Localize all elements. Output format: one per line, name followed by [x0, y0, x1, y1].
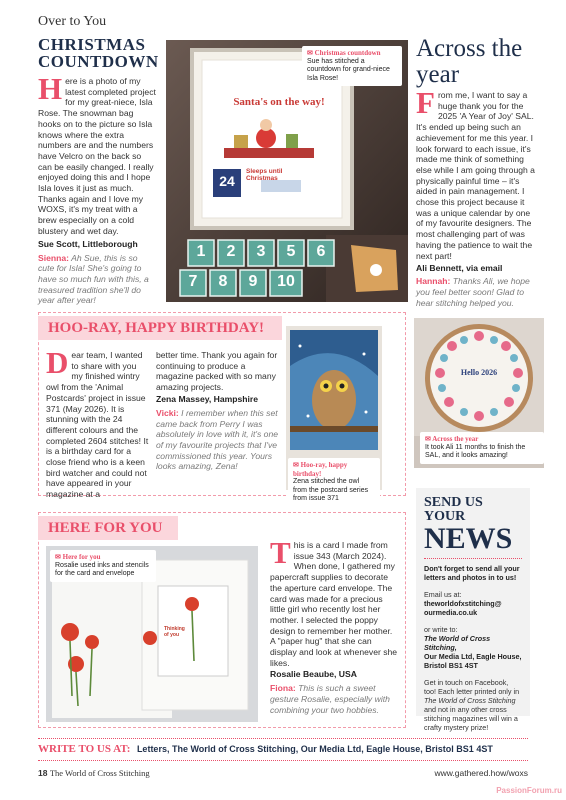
news-address-italic: The World of Cross Stitching, — [424, 634, 491, 652]
here-card-text: Thinking of you — [164, 626, 185, 638]
countdown-santa-text: Santa's on the way! — [233, 96, 325, 108]
birthday-reply-text: I remember when this set came back from Perry I was absolutely in love with it, it's one of my favourite projects that I've commissioned this year. Yours looks amazing, Zena! — [156, 407, 279, 472]
here-photo — [46, 546, 258, 722]
news-address: Our Media Ltd, Eagle House, Bristol BS1 4ST — [424, 652, 522, 670]
christmas-caption-text: Sue has stitched a countdown for grand-niece Isla Rose! — [307, 57, 390, 82]
across-photo — [414, 318, 544, 468]
countdown-tile: 10 — [277, 273, 295, 290]
birthday-caption-text: Zena stitched the owl from the postcard series from issue 371 — [293, 478, 369, 502]
countdown-tile: 3 — [256, 243, 266, 260]
birthday-letter-right — [156, 350, 280, 472]
news-facebook-italic: The World of Cross Stitching — [424, 696, 516, 705]
news-heading-small: SEND US YOUR — [424, 495, 483, 524]
footer-url[interactable]: www.gathered.how/woxs — [434, 768, 528, 778]
birthday-body-left: ear team, I wanted to share with you my finished wintry owl from the 'Animal Postcards' project in issue 371 (May 2026). It is stunning with the 24 different colours and the completed 2604 stitches! It is a birthday card for a close friend who is a keen bird watcher and could not have appeared in your magazine at a — [46, 350, 149, 500]
envelope-icon: ✉ — [55, 553, 61, 561]
across-photo-caption — [420, 432, 544, 464]
here-reply — [270, 683, 398, 715]
here-banner: HERE FOR YOU — [38, 516, 178, 540]
news-email[interactable]: theworldofxstitching@ ourmedia.co.uk — [424, 599, 502, 617]
birthday-dropcap: D — [46, 345, 69, 380]
christmas-reply-text: Ah Sue, this is so cute for Isla! She's going to have so much fun with this, a treasured tradition she'll do year after year! — [38, 252, 149, 306]
christmas-photo-caption — [302, 46, 402, 86]
across-reply-name: Hannah: — [416, 276, 451, 287]
christmas-photo — [166, 40, 408, 302]
across-heading: Across the year — [416, 35, 523, 88]
footer-write-label: WRITE TO US AT: — [38, 743, 131, 755]
countdown-sleeps-text: Sleeps until Christmas — [246, 168, 283, 182]
birthday-body-right: better time. Thank you again for continuing to produce a magazine packed with so many amazing projects. — [156, 350, 278, 393]
here-reply-text: This is such a sweet gesture Rosalie, especially with combining your two hobbies. — [270, 683, 390, 715]
magazine-name: The World of Cross Stitching — [49, 768, 150, 778]
across-caption-title: Across the year — [432, 435, 479, 443]
countdown-tile: 9 — [248, 273, 258, 290]
across-dropcap: F — [416, 85, 435, 120]
here-caption-text: Rosalie used inks and stencils for the card and envelope — [55, 561, 149, 577]
countdown-tile: 2 — [226, 243, 236, 260]
page-number: 18 — [38, 768, 48, 778]
christmas-signature: Sue Scott, Littleborough — [38, 238, 138, 249]
across-body: rom me, I want to say a huge thank you for the 2025 'A Year of Joy' SAL. It's ended up being such an achievement for me this year. I look forward to each issue, it's made me think of something else while I am going through a physically painful time – it's aided in pain management. I chose this project because it was a unique calendar by one of my favourite designers. The most challenging part of was having the patience to wait the next part! — [416, 90, 535, 261]
news-facebook-part1: Get in touch on Facebook, too! Each letter printed only in — [424, 678, 520, 696]
countdown-big-number: 24 — [219, 173, 235, 189]
countdown-tile: 6 — [316, 243, 326, 260]
countdown-tile: 1 — [196, 243, 206, 260]
birthday-letter-left — [46, 345, 150, 500]
footer-rule-bottom — [38, 760, 528, 761]
countdown-tile: 7 — [188, 273, 198, 290]
page-folio — [38, 768, 150, 778]
footer-address: Letters, The World of Cross Stitching, Our Media Ltd, Eagle House, Bristol BS1 4ST — [136, 744, 493, 754]
news-facebook-part2: and not in any other cross stitching magazines will win a crafty mystery prize! — [424, 705, 518, 732]
footer-rule-top — [38, 738, 528, 739]
envelope-icon: ✉ — [293, 461, 299, 469]
across-reply-text: Thanks Ali, we hope you feel better soon! Glad to hear stitching helped you. — [416, 276, 530, 308]
here-photo-caption — [50, 550, 156, 582]
news-facebook — [424, 678, 522, 732]
news-intro: Don't forget to send all your letters and photos in to us! — [424, 564, 520, 582]
birthday-photo — [286, 326, 382, 502]
here-dropcap: T — [270, 535, 291, 570]
across-signature: Ali Bennett, via email — [416, 263, 503, 274]
across-reply — [416, 276, 536, 308]
birthday-photo-caption — [288, 458, 380, 507]
footer-write-to-us — [38, 742, 528, 756]
here-body: his is a card I made from issue 343 (March 2024). When done, I gathered my papercraft supplies to decorate the aperture card envelope. The card was made for a precious little girl who recently lost her mother. I selected the poppy design to remember her mother. A "paper hug" that she can display and look at whenever she likes. — [270, 540, 398, 668]
birthday-banner: HOO-RAY, HAPPY BIRTHDAY! — [38, 316, 282, 340]
here-letter — [270, 535, 398, 716]
christmas-reply — [38, 253, 156, 307]
christmas-caption-title: Christmas countdown — [314, 49, 381, 57]
birthday-reply — [156, 408, 280, 472]
here-signature: Rosalie Beaube, USA — [270, 669, 357, 680]
here-caption-title: Here for you — [62, 553, 101, 561]
envelope-icon: ✉ — [307, 49, 313, 57]
news-divider — [424, 558, 522, 559]
birthday-signature: Zena Massey, Hampshire — [156, 393, 259, 404]
news-heading-large: NEWS — [424, 522, 513, 555]
across-caption-text: It took Ali 11 months to finish the SAL, and it looks amazing! — [425, 443, 526, 459]
christmas-reply-name: Sienna: — [38, 252, 70, 263]
news-email-label: Email us at: — [424, 590, 462, 599]
watermark: PassionForum.ru — [496, 786, 562, 795]
birthday-caption-title: Hoo-ray, happy birthday! — [293, 461, 348, 478]
christmas-dropcap: H — [38, 71, 63, 106]
news-box — [416, 488, 530, 732]
across-letter — [416, 85, 536, 308]
news-write-label: or write to: — [424, 625, 458, 634]
across-hoop-text: Hello 2026 — [460, 368, 498, 377]
christmas-heading: CHRISTMAS COUNTDOWN — [38, 35, 159, 71]
here-reply-name: Fiona: — [270, 683, 296, 694]
envelope-icon: ✉ — [425, 435, 431, 443]
section-label: Over to You — [38, 14, 107, 29]
birthday-reply-name: Vicki: — [156, 407, 179, 418]
christmas-body: ere is a photo of my latest completed project for my great-niece, Isla Rose. The snowman bag hooks on to the picture so Isla knows where the extra numbers are and the numbers have Velcro on the back so can be easily changed. I really enjoyed doing this and I hope Isla loves it just as much. Thanks again and I love my WOXS, it's my treat with a brew especially on a cold blustery and wet day. — [38, 76, 156, 236]
christmas-letter — [38, 71, 156, 306]
countdown-tile: 5 — [286, 243, 296, 260]
countdown-tile: 8 — [218, 273, 228, 290]
